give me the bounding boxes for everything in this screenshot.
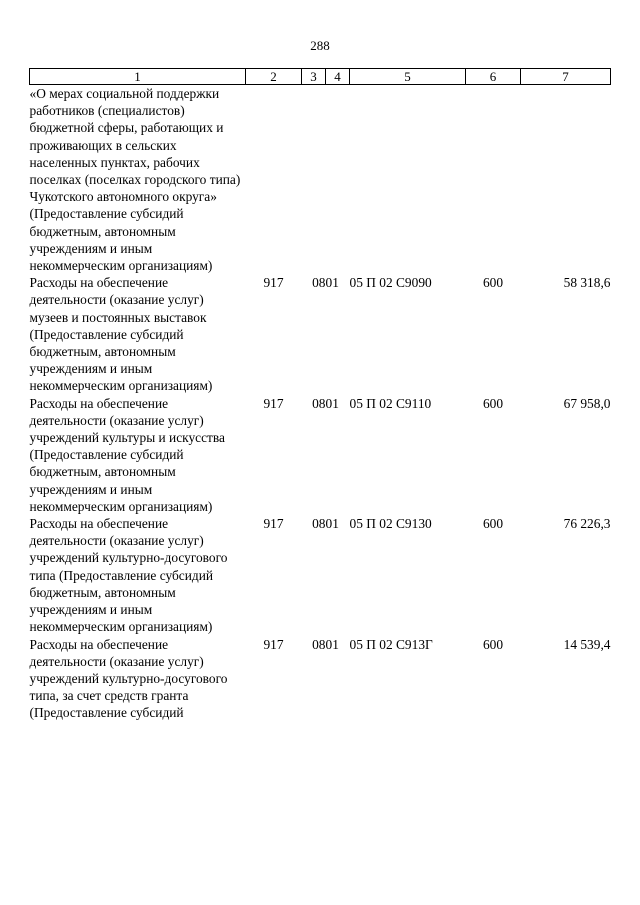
row-subsection: 01 bbox=[325, 395, 339, 411]
row-subsection: 01 bbox=[325, 636, 339, 652]
table-row bbox=[30, 636, 611, 722]
row-code: 917 bbox=[263, 516, 284, 532]
header-col-3: 3 bbox=[302, 69, 326, 85]
row-code: 917 bbox=[263, 275, 284, 291]
header-col-4: 4 bbox=[326, 69, 350, 85]
row-section: 08 bbox=[312, 395, 326, 411]
row-type: 600 bbox=[482, 275, 504, 291]
header-col-5: 5 bbox=[350, 69, 466, 85]
row-type bbox=[466, 85, 521, 275]
budget-table bbox=[29, 68, 611, 722]
row-target bbox=[350, 85, 466, 275]
row-subsection bbox=[326, 85, 350, 275]
row-section bbox=[302, 85, 326, 275]
header-col-2: 2 bbox=[246, 69, 302, 85]
row-target: 05 П 02 С9110 bbox=[349, 395, 432, 411]
row-section: 08 bbox=[312, 516, 326, 532]
table-header bbox=[30, 69, 611, 85]
row-name: Расходы на обеспечение деятельности (оказание услуг) учреждений культурно-досугового типа, за счет средств гранта (Предоставление субсидий bbox=[29, 636, 228, 721]
table-row bbox=[30, 515, 611, 635]
row-code bbox=[246, 85, 302, 275]
row-target: 05 П 02 С9130 bbox=[349, 516, 432, 532]
row-code: 917 bbox=[263, 636, 284, 652]
header-row bbox=[30, 69, 611, 85]
row-type: 600 bbox=[482, 395, 504, 411]
row-amount bbox=[521, 85, 611, 275]
row-name: Расходы на обеспечение деятельности (оказание услуг) учреждений культурно-досугового типа (Предоставление субсидий бюджетным, автономным учреждениям и иным некоммерческим организациям) bbox=[29, 516, 228, 635]
row-amount: 67 958,0 bbox=[563, 395, 611, 411]
row-code: 917 bbox=[263, 395, 284, 411]
row-subsection: 01 bbox=[325, 516, 339, 532]
page-number: 288 bbox=[310, 38, 330, 53]
row-target: 05 П 02 С913Г bbox=[349, 636, 433, 652]
table-row bbox=[30, 85, 611, 275]
header-col-6: 6 bbox=[466, 69, 521, 85]
row-type: 600 bbox=[482, 636, 504, 652]
table-row bbox=[30, 395, 611, 515]
row-section: 08 bbox=[312, 275, 326, 291]
row-amount: 14 539,4 bbox=[563, 636, 611, 652]
row-amount: 58 318,6 bbox=[563, 275, 611, 291]
row-type: 600 bbox=[482, 516, 504, 532]
header-col-1: 1 bbox=[30, 69, 246, 85]
row-name: Расходы на обеспечение деятельности (оказание услуг) музеев и постоянных выставок (Предоставление субсидий бюджетным, автономным учреждениям и иным некоммерческим организациям) bbox=[29, 275, 213, 394]
table-row bbox=[30, 274, 611, 394]
row-name: Расходы на обеспечение деятельности (оказание услуг) учреждений культуры и искусства (Предоставление субсидий бюджетным, автономным учреждениям и иным некоммерческим организациям) bbox=[29, 395, 225, 514]
row-subsection: 01 bbox=[325, 275, 339, 291]
row-section: 08 bbox=[312, 636, 326, 652]
header-col-7: 7 bbox=[521, 69, 611, 85]
row-amount: 76 226,3 bbox=[563, 516, 611, 532]
row-name: «О мерах социальной поддержки работников (специалистов) бюджетной сферы, работающих и проживающих в сельских населенных пунктах, рабочих поселках (поселках городского типа) Чукотского автономного округа» (Предоставление субсидий бюджетным, автономным учреждениям и иным некоммерческим организациям) bbox=[29, 86, 241, 274]
row-target: 05 П 02 С9090 bbox=[349, 275, 432, 291]
table-body bbox=[30, 85, 611, 722]
